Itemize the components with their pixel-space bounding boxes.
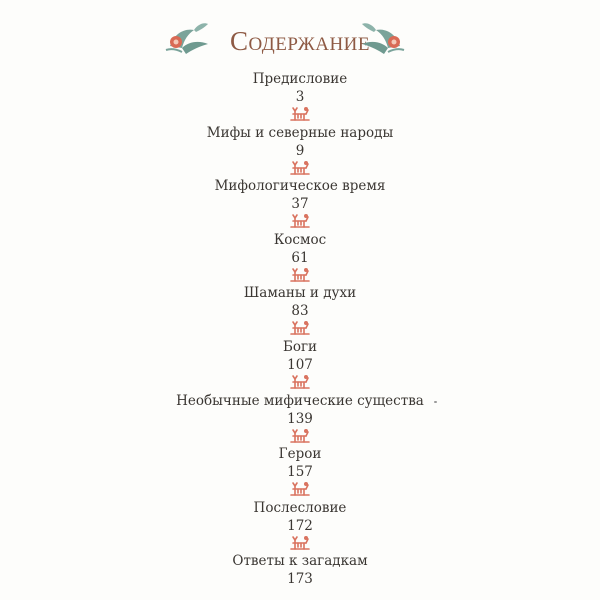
toc-entry-title: Боги — [282, 339, 318, 355]
reindeer-sled-icon — [289, 481, 311, 497]
toc-entry-title: Космос — [273, 231, 327, 248]
toc-entry[interactable] — [0, 392, 600, 446]
toc-entry-title: Мифы и северные народы — [206, 124, 394, 141]
toc-entry[interactable] — [0, 231, 600, 285]
toc-entry-page: 83 — [291, 303, 309, 320]
toc-entry[interactable] — [0, 499, 600, 553]
toc-entry-title: Шаманы и духи — [243, 285, 357, 302]
toc-entry-page: 172 — [287, 517, 313, 534]
toc-entry-title: Ответы к загадкам — [232, 553, 368, 570]
reindeer-sled-icon — [289, 213, 311, 229]
toc-entry[interactable] — [0, 552, 600, 600]
reindeer-sled-icon — [289, 320, 311, 336]
page-header — [0, 14, 600, 64]
paper-speck — [434, 401, 437, 403]
reindeer-sled-icon — [289, 106, 311, 122]
toc-entry-page: 173 — [287, 571, 313, 588]
toc-entry-title: Предисловие — [252, 71, 348, 87]
bird-ornament-icon — [358, 16, 406, 56]
toc-entry-page: 37 — [291, 196, 309, 213]
toc-entry-page: 3 — [295, 89, 305, 105]
toc-entry-title: Мифологическое время — [214, 178, 386, 195]
toc-entry-title: Герои — [278, 446, 322, 463]
toc-entry-page: 139 — [287, 410, 313, 427]
page-title: Содержание — [229, 26, 371, 56]
reindeer-sled-icon — [289, 428, 311, 444]
toc-entry[interactable] — [0, 338, 600, 392]
toc-entry[interactable] — [0, 177, 600, 231]
toc-entry[interactable] — [0, 124, 600, 178]
toc-entry-page: 157 — [287, 464, 313, 481]
toc-entry-title: Послесловие — [253, 499, 347, 516]
reindeer-sled-icon — [289, 374, 311, 390]
reindeer-sled-icon — [289, 535, 311, 551]
toc-entry[interactable] — [0, 70, 600, 124]
toc-entry-page: 9 — [295, 142, 305, 159]
toc-entry-page: 107 — [287, 357, 313, 373]
reindeer-sled-icon — [289, 160, 311, 176]
toc-entry[interactable] — [0, 284, 600, 338]
reindeer-sled-icon — [289, 267, 311, 283]
toc-entry-title: Необычные мифические существа — [176, 392, 424, 409]
toc-entry[interactable] — [0, 445, 600, 499]
toc-entry-page: 61 — [291, 249, 309, 266]
